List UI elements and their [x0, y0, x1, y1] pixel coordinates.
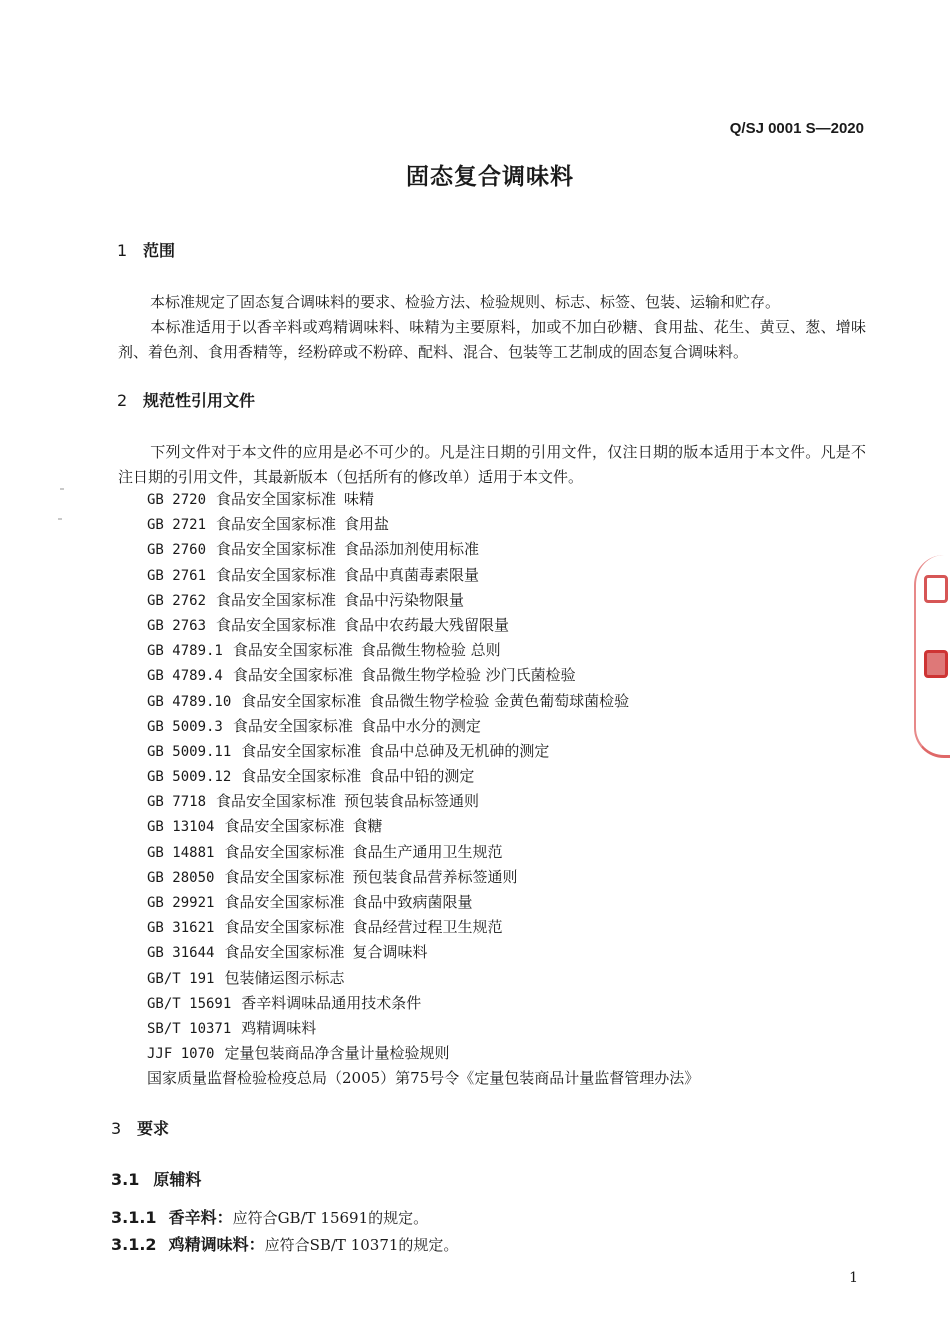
reference-item: GB 28050 食品安全国家标准 预包装食品营养标签通则 — [147, 867, 518, 886]
section-number: 2 — [117, 391, 128, 410]
scan-speck — [58, 518, 62, 520]
reference-item: GB 5009.12 食品安全国家标准 食品中铅的测定 — [147, 767, 475, 786]
page-number: 1 — [849, 1270, 858, 1286]
section-2-heading — [117, 388, 255, 411]
section-1-paragraph-2: 本标准适用于以香辛料或鸡精调味料、味精为主要原料，加或不加白砂糖、食用盐、花生、黄豆、葱、增味剂、着色剂、食用香精等，经粉碎或不粉碎、配料、混合、包装等工艺制成的固态复合调味料。 — [118, 318, 866, 361]
reference-item: GB 29921 食品安全国家标准 食品中致病菌限量 — [147, 893, 473, 911]
normative-reference-list — [147, 487, 699, 1092]
section-1-heading — [117, 238, 175, 261]
reference-item: GB 4789.4 食品安全国家标准 食品微生物学检验 沙门氏菌检验 — [147, 666, 576, 685]
section-3-heading — [111, 1116, 169, 1139]
red-seal-stamp — [914, 555, 950, 758]
clause-3-1-2: 3.1.2 鸡精调味料：应符合SB/T 10371的规定。 — [111, 1235, 459, 1254]
reference-item: GB 2762 食品安全国家标准 食品中污染物限量 — [147, 590, 465, 609]
reference-item: GB 31644 食品安全国家标准 复合调味料 — [147, 943, 428, 962]
reference-item: GB 2761 食品安全国家标准 食品中真菌毒素限量 — [147, 565, 480, 584]
section-1-paragraph-1: 本标准规定了固态复合调味料的要求、检验方法、检验规则、标志、标签、包装、运输和贮存。 — [150, 293, 781, 311]
reference-item: GB 4789.1 食品安全国家标准 食品微生物检验 总则 — [147, 641, 501, 660]
reference-item: GB 2721 食品安全国家标准 食用盐 — [147, 515, 390, 534]
reference-item: GB 31621 食品安全国家标准 食品经营过程卫生规范 — [147, 918, 503, 937]
reference-item: GB 5009.3 食品安全国家标准 食品中水分的测定 — [147, 716, 481, 735]
reference-item: GB 13104 食品安全国家标准 食糖 — [147, 817, 383, 836]
reference-item: GB/T 191 包装储运图示标志 — [147, 968, 345, 987]
reference-item: GB 7718 食品安全国家标准 预包装食品标签通则 — [147, 792, 480, 811]
section-number: 3 — [111, 1119, 122, 1138]
reference-item: GB 2763 食品安全国家标准 食品中农药最大残留限量 — [147, 615, 510, 634]
section-2-intro: 下列文件对于本文件的应用是必不可少的。凡是注日期的引用文件，仅注日期的版本适用于本文件。凡是不注日期的引用文件，其最新版本（包括所有的修改单）适用于本文件。 — [118, 443, 866, 486]
reference-item: 国家质量监督检验检疫总局（2005）第75号令《定量包装商品计量监督管理办法》 — [147, 1069, 700, 1088]
reference-item: GB 2760 食品安全国家标准 食品添加剂使用标准 — [147, 540, 480, 559]
reference-item: SB/T 10371 鸡精调味料 — [147, 1018, 317, 1037]
reference-item: GB 2720 食品安全国家标准 味精 — [147, 490, 375, 508]
subsection-3-1-heading: 3.1 原辅料 — [111, 1170, 202, 1189]
section-number: 1 — [117, 241, 128, 260]
document-title: 固态复合调味料 — [406, 164, 574, 190]
standard-code: Q/SJ 0001 S—2020 — [729, 120, 864, 137]
reference-item: GB 14881 食品安全国家标准 食品生产通用卫生规范 — [147, 842, 503, 861]
section-title: 范围 — [143, 241, 176, 260]
section-title: 规范性引用文件 — [143, 391, 256, 410]
reference-item: GB/T 15691 香辛料调味品通用技术条件 — [147, 993, 422, 1012]
reference-item: GB 4789.10 食品安全国家标准 食品微生物学检验 金黄色葡萄球菌检验 — [147, 691, 630, 710]
section-title: 要求 — [137, 1119, 170, 1138]
reference-item: JJF 1070 定量包装商品净含量计量检验规则 — [147, 1044, 450, 1063]
reference-item: GB 5009.11 食品安全国家标准 食品中总砷及无机砷的测定 — [147, 741, 550, 760]
clause-3-1-1: 3.1.1 香辛料：应符合GB/T 15691的规定。 — [111, 1208, 429, 1227]
scan-speck — [60, 488, 64, 490]
